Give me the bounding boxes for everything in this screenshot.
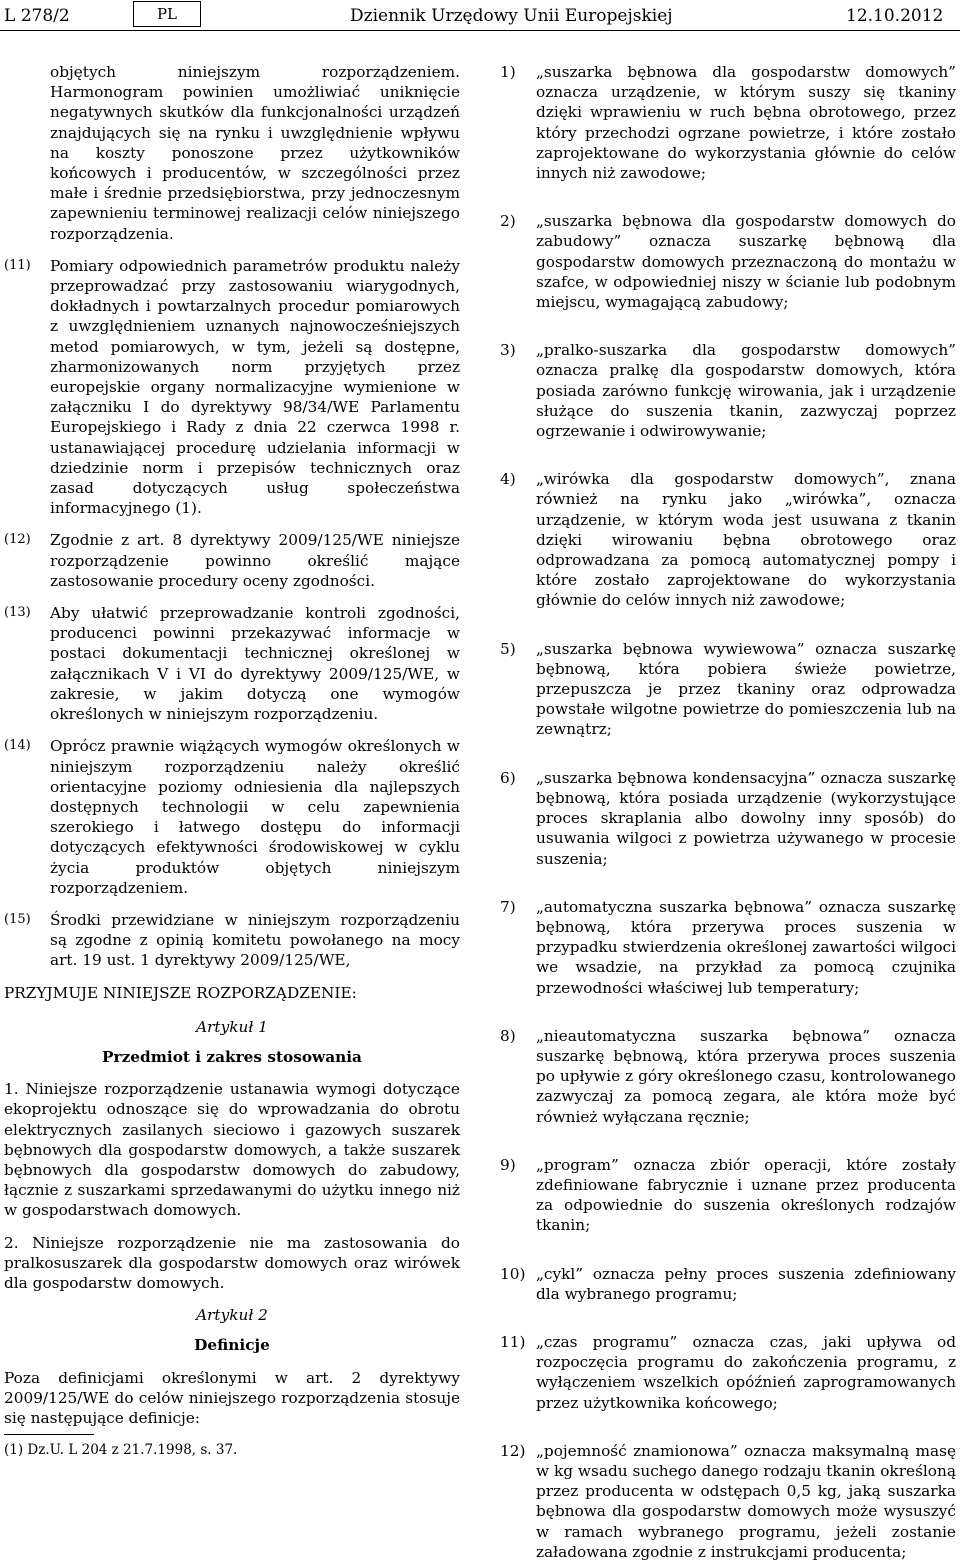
recital-text: Pomiary odpowiednich parametrów produktu należy przeprowadzać przy zastosowaniu wiarygodnych, dokładnych i powtarzalnych procedur pomiarowych z uwzględnieniem uznanych najnowocześniejszych metod pomiarowych, w tym, jeżeli są dostępne, zharmonizowanych norm przyjętych przez europejskie organy normalizacyjne wymienione w załączniku I do dyrektywy 98/34/WE Parlamentu Europejskiego i Rady z dnia 22 czerwca 1998 r. ustanawiającej procedurę udzielania informacji w dziedzinie norm i przepisów technicznych oraz zasad dotyczących usług społeczeństwa informacyjnego (1). bbox=[50, 256, 460, 518]
article-2-intro: Poza definicjami określonymi w art. 2 dyrektywy 2009/125/WE do celów niniejszego rozporządzenia stosuje się następujące definicje: bbox=[4, 1368, 460, 1427]
definition-item bbox=[500, 1441, 956, 1562]
definition-text: „suszarka bębnowa kondensacyjna” oznacza suszarkę bębnową, która posiada urządzenie (wykorzystujące proces skraplania albo dowolny inny sposób) do usuwania wilgoci z powietrza używanego w procesie suszenia; bbox=[536, 768, 956, 868]
definition-text: „nieautomatyczna suszarka bębnowa” oznacza suszarkę bębnową, która przerywa proces suszenia po upływie z góry określonego czasu, kontrolowanego zazwyczaj za pomocą zegara, ale która może być również wyłączana ręcznie; bbox=[536, 1026, 956, 1126]
definition-item bbox=[500, 1264, 956, 1304]
recital-item bbox=[4, 603, 460, 724]
adoption-formula: PRZYJMUJE NINIEJSZE ROZPORZĄDZENIE: bbox=[4, 983, 357, 1002]
definition-number: 12) bbox=[500, 1441, 526, 1460]
definition-item bbox=[500, 768, 956, 869]
definition-item bbox=[500, 1155, 956, 1236]
definition-number: 10) bbox=[500, 1264, 526, 1283]
definition-text: „wirówka dla gospodarstw domowych”, znana również na rynku jako „wirówka”, oznacza urządzenie, w którym woda jest usuwana z tkanin dzięki wirowaniu bębna obrotowego oraz odprowadzana za pomocą automatycznej pompy i które zostało zaprojektowane do wykorzystania głównie do celów innych niż zawodowe; bbox=[536, 470, 956, 610]
recital-number: (13) bbox=[4, 605, 31, 621]
article-2-heading: Definicje bbox=[194, 1336, 270, 1355]
definition-number: 6) bbox=[500, 768, 516, 787]
recital-text: Zgodnie z art. 8 dyrektywy 2009/125/WE niniejsze rozporządzenie powinno określić mające zastosowanie procedury oceny zgodności. bbox=[50, 531, 460, 590]
recital-10-continuation: objętych niniejszym rozporządzeniem. Harmonogram powinien umożliwiać uniknięcie negatywnych skutków dla funkcjonalności urządzeń znajdujących się na rynku i uwzględnienie wpływu na koszty ponoszone przez użytkowników końcowych i producentów, w szczególności przez małe i średnie przedsiębiorstwa, przy jednoczesnym zapewnieniu terminowej realizacji celów niniejszego rozporządzenia. bbox=[50, 63, 460, 243]
article-1-label: Artykuł 1 bbox=[196, 1017, 268, 1036]
definition-text: „pojemność znamionowa” oznacza maksymalną masę w kg wsadu suchego danego rodzaju tkanin określoną przez producenta w odstępach 0,5 kg, jaką suszarka bębnowa dla gospodarstw domowych może wysuszyć w ramach wybranego programu, jeżeli zostanie załadowana zgodnie z instrukcjami producenta; bbox=[536, 1441, 956, 1561]
recital-number: (11) bbox=[4, 257, 31, 273]
definition-number: 1) bbox=[500, 63, 516, 81]
definition-item bbox=[500, 1332, 956, 1413]
definition-number: 11) bbox=[500, 1332, 526, 1351]
recital-number: (12) bbox=[4, 532, 31, 548]
recital-number: (14) bbox=[4, 738, 31, 754]
article-2-label: Artykuł 2 bbox=[196, 1306, 268, 1325]
recital-item bbox=[4, 256, 460, 519]
definition-text: „automatyczna suszarka bębnowa” oznacza suszarkę bębnową, która przerywa proces suszenia w przypadku stwierdzenia określonej zawartości wilgoci we wsadzie, na przykład za pomocą czujnika przewodności właściwej lub temperatury; bbox=[536, 897, 956, 997]
definition-number: 3) bbox=[500, 341, 516, 360]
definition-item bbox=[500, 340, 956, 441]
definition-number: 7) bbox=[500, 897, 516, 916]
definition-text: „suszarka bębnowa dla gospodarstw domowych” oznacza urządzenie, w którym suszy się tkaniny dzięki wprawieniu w ruch bębna obrotowego, przez który przechodzi ogrzane powietrze, i które zostało zaprojektowane do wykorzystania głównie do celów innych niż zawodowe; bbox=[536, 63, 956, 183]
definition-item bbox=[500, 469, 956, 610]
definition-text: „program” oznacza zbiór operacji, które zostały zdefiniowane fabrycznie i uznane przez producenta za odpowiednie do suszenia określonych rodzajów tkanin; bbox=[536, 1155, 956, 1235]
page-number: L 278/2 bbox=[4, 6, 70, 26]
definition-text: „pralko-suszarka dla gospodarstw domowych” oznacza pralkę dla gospodarstw domowych, która posiada zarówno funkcję wirowania, jak i urządzenie służące do suszenia tkanin, zazwyczaj poprzez ogrzewanie i odwirowywanie; bbox=[536, 341, 956, 441]
footnote: (1) Dz.U. L 204 z 21.7.1998, s. 37. bbox=[4, 1442, 238, 1459]
recital-text: Oprócz prawnie wiążących wymogów określonych w niniejszym rozporządzeniu należy określić orientacyjne poziomy odniesienia dla najlepszych dostępnych technologii w celu zapewnienia szerokiego i łatwego dostępu do informacji dotyczących efektywności środowiskowej w cyklu życia produktów objętych niniejszym rozporządzeniem. bbox=[50, 737, 460, 897]
right-column bbox=[500, 62, 956, 1562]
recital-item bbox=[4, 910, 460, 971]
definition-number: 8) bbox=[500, 1026, 516, 1045]
definition-item bbox=[500, 211, 956, 312]
definition-number: 2) bbox=[500, 212, 516, 231]
definition-number: 4) bbox=[500, 470, 516, 489]
recital-number: (15) bbox=[4, 911, 31, 927]
language-badge: PL bbox=[133, 1, 201, 27]
definition-text: „suszarka bębnowa dla gospodarstw domowych do zabudowy” oznacza suszarkę bębnową dla gospodarstw domowych przeznaczoną do montażu w szafce, w odpowiedniej niszy w ścianie lub podobnym miejscu, wymagającą zabudowy; bbox=[536, 212, 956, 312]
left-column bbox=[4, 62, 460, 1459]
recital-item bbox=[4, 736, 460, 898]
definition-item bbox=[500, 639, 956, 740]
article-1-paragraph-2: 2. Niniejsze rozporządzenie nie ma zastosowania do pralkosuszarek dla gospodarstw domowych oraz wirówek dla gospodarstw domowych. bbox=[4, 1233, 460, 1292]
header-divider bbox=[0, 30, 960, 31]
article-1-paragraph-1: 1. Niniejsze rozporządzenie ustanawia wymogi dotyczące ekoprojektu odnoszące się do wprowadzania do obrotu elektrycznych zasilanych sieciowo i gazowych suszarek bębnowych dla gospodarstw domowych, a także suszarek bębnowych dla gospodarstw domowych do zabudowy, łącznie z suszarkami sprzedawanymi do użytku innego niż w gospodarstwach domowych. bbox=[4, 1080, 460, 1220]
recital-text: Aby ułatwić przeprowadzanie kontroli zgodności, producenci powinni przekazywać informacje w postaci dokumentacji technicznej określonej w załącznikach V i VI do dyrektywy 2009/125/WE, w zakresie, w jakim dotyczą one wymogów określonych w niniejszym rozporządzeniu. bbox=[50, 604, 460, 724]
definition-number: 5) bbox=[500, 639, 516, 658]
article-1-heading: Przedmiot i zakres stosowania bbox=[102, 1047, 362, 1066]
definition-text: „cykl” oznacza pełny proces suszenia zdefiniowany dla wybranego programu; bbox=[536, 1264, 956, 1303]
recital-text: Środki przewidziane w niniejszym rozporządzeniu są zgodne z opinią komitetu powołanego na mocy art. 19 ust. 1 dyrektywy 2009/125/WE, bbox=[50, 910, 460, 970]
page-header bbox=[0, 0, 960, 34]
publication-date: 12.10.2012 bbox=[846, 6, 944, 26]
definition-item bbox=[500, 62, 956, 183]
definition-item bbox=[500, 1026, 956, 1127]
definition-text: „suszarka bębnowa wywiewowa” oznacza suszarkę bębnową, która pobiera świeże powietrze, przepuszcza je przez tkaniny oraz odprowadza powstałe wilgotne powietrze do pomieszczenia lub na zewnątrz; bbox=[536, 639, 956, 739]
recital-item bbox=[4, 530, 460, 591]
definition-text: „czas programu” oznacza czas, jaki upływa od rozpoczęcia programu do zakończenia programu, z wyłączeniem wszelkich opóźnień zaprogramowanych przez użytkownika końcowego; bbox=[536, 1332, 956, 1412]
definition-number: 9) bbox=[500, 1155, 516, 1174]
definition-item bbox=[500, 897, 956, 998]
footnote-divider bbox=[4, 1434, 94, 1435]
journal-title: Dziennik Urzędowy Unii Europejskiej bbox=[350, 6, 673, 26]
